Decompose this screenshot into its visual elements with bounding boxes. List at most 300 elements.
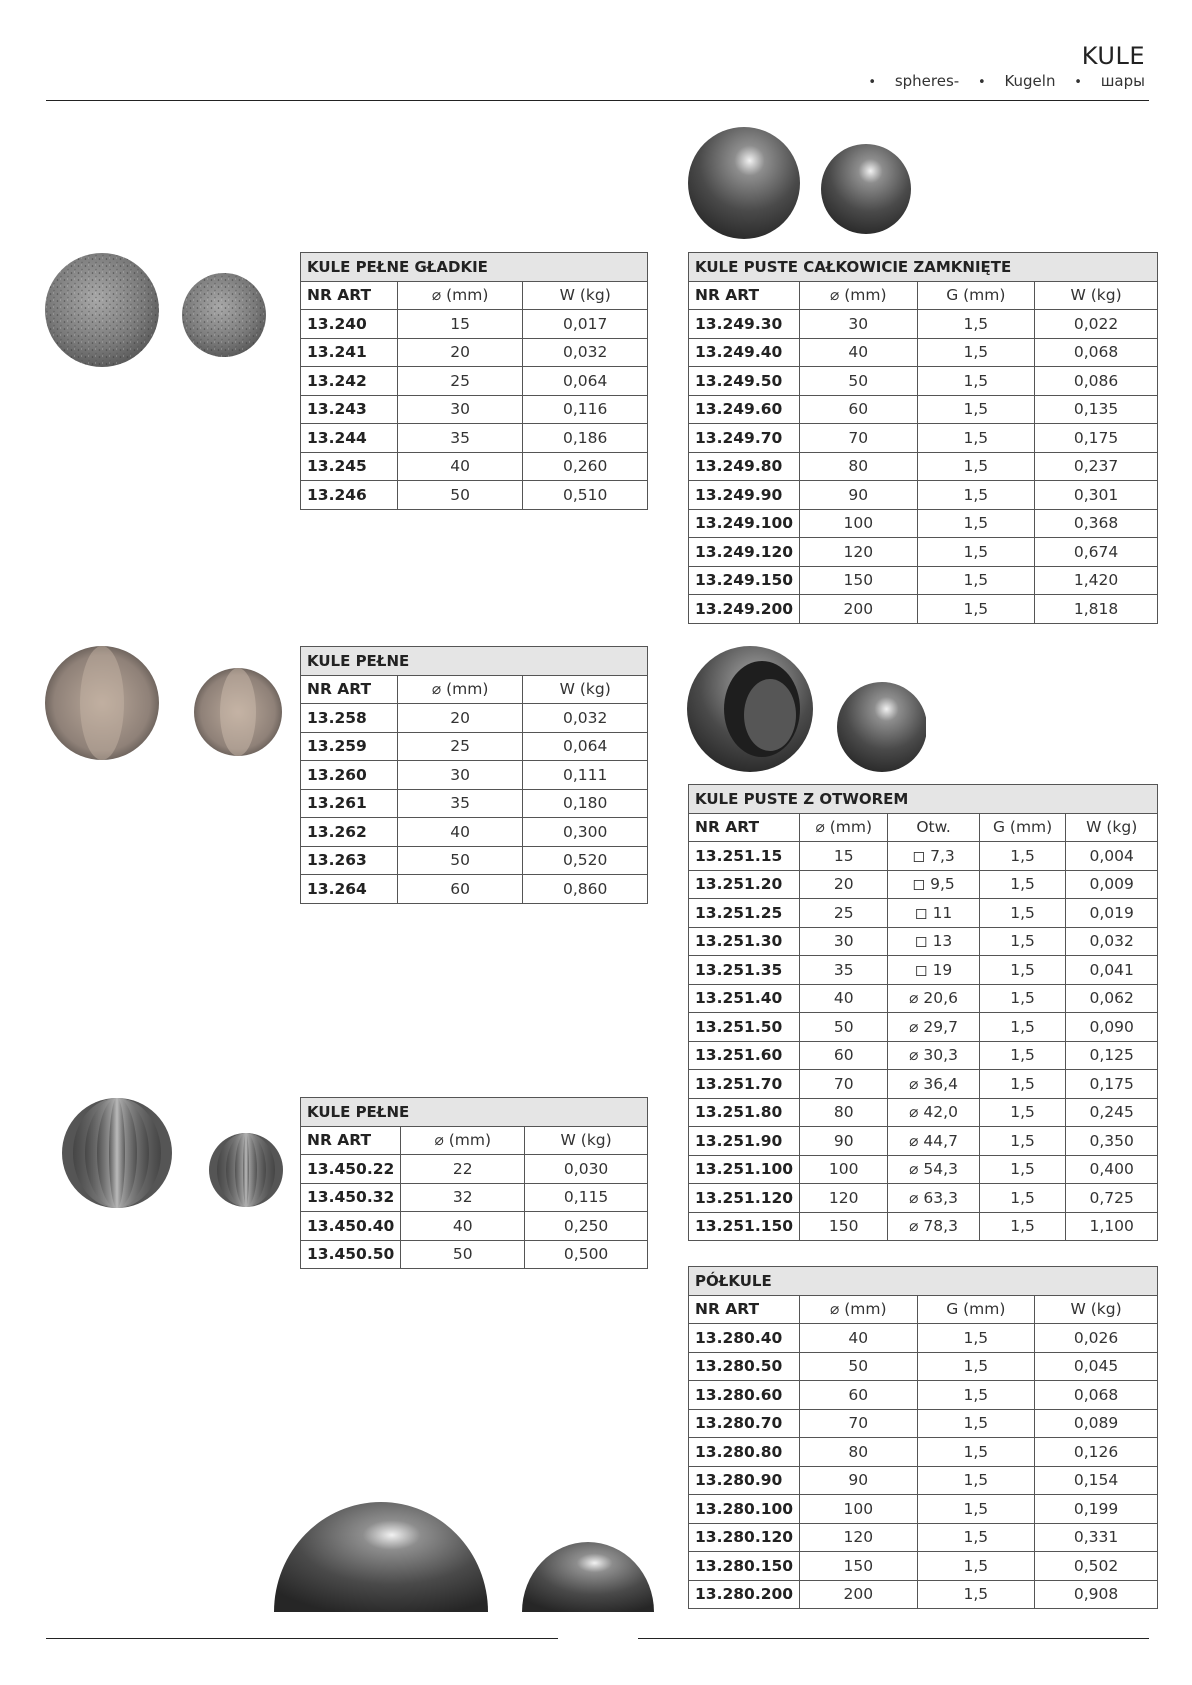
weight-cell: 0,030	[525, 1155, 648, 1184]
hole-cell: ⌀ 29,7	[888, 1013, 979, 1042]
column-header: ⌀ (mm)	[800, 1295, 917, 1324]
translation-de: Kugeln	[1004, 72, 1056, 90]
article-number: 13.249.80	[689, 452, 800, 481]
table-title: PÓŁKULE	[689, 1267, 1158, 1296]
table-title: KULE PUSTE Z OTWOREM	[689, 785, 1158, 814]
weight-cell: 0,115	[525, 1183, 648, 1212]
table-row	[689, 1495, 1158, 1524]
article-number: 13.450.22	[301, 1155, 401, 1184]
weight-cell: 0,090	[1066, 1013, 1158, 1042]
weight-cell: 0,260	[523, 452, 648, 481]
table-row	[301, 338, 648, 367]
weight-cell: 0,032	[523, 704, 648, 733]
weight-cell: 1,420	[1035, 566, 1158, 595]
thickness-cell: 1,5	[979, 1184, 1066, 1213]
column-header: W (kg)	[1035, 281, 1158, 310]
thickness-cell: 1,5	[979, 1155, 1066, 1184]
weight-cell: 0,500	[525, 1240, 648, 1269]
table-row	[689, 1409, 1158, 1438]
diameter-cell: 50	[800, 1013, 888, 1042]
table-title: KULE PUSTE CAŁKOWICIE ZAMKNIĘTE	[689, 253, 1158, 282]
column-header: NR ART	[689, 813, 800, 842]
weight-cell: 0,045	[1035, 1352, 1158, 1381]
article-number: 13.251.35	[689, 956, 800, 985]
hole-cell: ⌀ 44,7	[888, 1127, 979, 1156]
table-row	[301, 395, 648, 424]
diameter-cell: 70	[800, 1409, 917, 1438]
column-header: G (mm)	[917, 1295, 1035, 1324]
translation-en: spheres-	[894, 72, 960, 90]
bullet: •	[1074, 75, 1082, 90]
table-row	[301, 1183, 648, 1212]
hole-cell: ◻ 11	[888, 899, 979, 928]
header-rule	[46, 100, 1149, 101]
table-title: KULE PEŁNE GŁADKIE	[301, 253, 648, 282]
table-row	[689, 956, 1158, 985]
diameter-cell: 60	[800, 1041, 888, 1070]
diameter-cell: 80	[800, 1098, 888, 1127]
article-number: 13.249.40	[689, 338, 800, 367]
diameter-cell: 120	[800, 1184, 888, 1213]
table-row	[301, 875, 648, 904]
table-row	[689, 509, 1158, 538]
table-row	[689, 1155, 1158, 1184]
weight-cell: 1,100	[1066, 1212, 1158, 1241]
table-row	[689, 842, 1158, 871]
table-row	[301, 424, 648, 453]
footer-rule-left	[46, 1638, 558, 1639]
hole-cell: ◻ 7,3	[888, 842, 979, 871]
diameter-cell: 120	[800, 538, 917, 567]
diameter-cell: 90	[800, 1466, 917, 1495]
column-header: ⌀ (mm)	[397, 281, 523, 310]
table-kule-puste-z-otworem	[688, 784, 1158, 1241]
thickness-cell: 1,5	[979, 1013, 1066, 1042]
weight-cell: 0,041	[1066, 956, 1158, 985]
table-polkule	[688, 1266, 1158, 1609]
table-row	[689, 1580, 1158, 1609]
column-header: W (kg)	[1035, 1295, 1158, 1324]
weight-cell: 0,111	[523, 761, 648, 790]
weight-cell: 0,674	[1035, 538, 1158, 567]
weight-cell: 0,017	[523, 310, 648, 339]
hole-cell: ◻ 9,5	[888, 870, 979, 899]
table-title: KULE PEŁNE	[301, 1098, 648, 1127]
hollow-sphere-image	[686, 125, 916, 240]
thickness-cell: 1,5	[979, 870, 1066, 899]
thickness-cell: 1,5	[917, 538, 1035, 567]
diameter-cell: 22	[401, 1155, 525, 1184]
article-number: 13.242	[301, 367, 398, 396]
diameter-cell: 70	[800, 424, 917, 453]
weight-cell: 0,199	[1035, 1495, 1158, 1524]
table-row	[689, 595, 1158, 624]
diameter-cell: 60	[397, 875, 523, 904]
thickness-cell: 1,5	[917, 481, 1035, 510]
diameter-cell: 80	[800, 452, 917, 481]
weight-cell: 0,064	[523, 367, 648, 396]
diameter-cell: 15	[800, 842, 888, 871]
article-number: 13.249.200	[689, 595, 800, 624]
table-row	[689, 481, 1158, 510]
hole-cell: ⌀ 20,6	[888, 984, 979, 1013]
table-row	[689, 984, 1158, 1013]
table-row	[689, 310, 1158, 339]
article-number: 13.251.80	[689, 1098, 800, 1127]
table-row	[301, 1240, 648, 1269]
article-number: 13.280.100	[689, 1495, 800, 1524]
diameter-cell: 200	[800, 1580, 917, 1609]
column-header: NR ART	[301, 1126, 401, 1155]
hole-cell: ◻ 19	[888, 956, 979, 985]
article-number: 13.243	[301, 395, 398, 424]
diameter-cell: 20	[397, 338, 523, 367]
article-number: 13.264	[301, 875, 398, 904]
weight-cell: 0,300	[523, 818, 648, 847]
article-number: 13.249.30	[689, 310, 800, 339]
diameter-cell: 25	[800, 899, 888, 928]
article-number: 13.450.40	[301, 1212, 401, 1241]
diameter-cell: 40	[397, 452, 523, 481]
weight-cell: 0,064	[523, 732, 648, 761]
table-row	[689, 1324, 1158, 1353]
table-row	[689, 1127, 1158, 1156]
table-row	[301, 818, 648, 847]
column-header: Otw.	[888, 813, 979, 842]
weight-cell: 0,125	[1066, 1041, 1158, 1070]
weight-cell: 0,400	[1066, 1155, 1158, 1184]
table-row	[301, 846, 648, 875]
table-row	[301, 481, 648, 510]
diameter-cell: 15	[397, 310, 523, 339]
article-number: 13.251.30	[689, 927, 800, 956]
column-header: ⌀ (mm)	[800, 813, 888, 842]
diameter-cell: 25	[397, 367, 523, 396]
table-kule-pelne-forged	[300, 646, 648, 904]
table-row	[689, 1184, 1158, 1213]
diameter-cell: 90	[800, 1127, 888, 1156]
hole-cell: ⌀ 30,3	[888, 1041, 979, 1070]
column-header: NR ART	[689, 281, 800, 310]
article-number: 13.245	[301, 452, 398, 481]
table-row	[689, 566, 1158, 595]
thickness-cell: 1,5	[979, 1070, 1066, 1099]
article-number: 13.260	[301, 761, 398, 790]
column-header: W (kg)	[523, 281, 648, 310]
weight-cell: 0,019	[1066, 899, 1158, 928]
diameter-cell: 150	[800, 1212, 888, 1241]
column-header: G (mm)	[979, 813, 1066, 842]
table-row	[689, 1098, 1158, 1127]
table-row	[689, 1381, 1158, 1410]
article-number: 13.261	[301, 789, 398, 818]
diameter-cell: 60	[800, 395, 917, 424]
weight-cell: 0,250	[525, 1212, 648, 1241]
thickness-cell: 1,5	[917, 1352, 1035, 1381]
article-number: 13.280.150	[689, 1552, 800, 1581]
thickness-cell: 1,5	[917, 1523, 1035, 1552]
weight-cell: 0,022	[1035, 310, 1158, 339]
diameter-cell: 100	[800, 509, 917, 538]
weight-cell: 0,004	[1066, 842, 1158, 871]
thickness-cell: 1,5	[917, 1466, 1035, 1495]
diameter-cell: 40	[800, 984, 888, 1013]
table-row	[301, 452, 648, 481]
bullet: •	[977, 75, 986, 90]
diameter-cell: 50	[800, 367, 917, 396]
bullet: •	[868, 75, 877, 90]
article-number: 13.240	[301, 310, 398, 339]
ribbed-sphere-image	[62, 1095, 287, 1215]
diameter-cell: 35	[397, 789, 523, 818]
thickness-cell: 1,5	[979, 1041, 1066, 1070]
thickness-cell: 1,5	[917, 452, 1035, 481]
article-number: 13.259	[301, 732, 398, 761]
table-kule-pelne-gladkie	[300, 252, 648, 510]
thickness-cell: 1,5	[917, 1495, 1035, 1524]
table-row	[301, 1212, 648, 1241]
weight-cell: 0,135	[1035, 395, 1158, 424]
weight-cell: 0,089	[1035, 1409, 1158, 1438]
weight-cell: 0,237	[1035, 452, 1158, 481]
thickness-cell: 1,5	[917, 566, 1035, 595]
table-row	[689, 1070, 1158, 1099]
thickness-cell: 1,5	[917, 1438, 1035, 1467]
footer-rule-right	[638, 1638, 1149, 1639]
weight-cell: 1,818	[1035, 595, 1158, 624]
rough-sphere-image	[42, 250, 267, 370]
diameter-cell: 20	[800, 870, 888, 899]
forged-sphere-image	[42, 645, 282, 765]
table-row	[689, 424, 1158, 453]
diameter-cell: 35	[397, 424, 523, 453]
article-number: 13.280.40	[689, 1324, 800, 1353]
article-number: 13.280.80	[689, 1438, 800, 1467]
weight-cell: 0,032	[523, 338, 648, 367]
article-number: 13.251.15	[689, 842, 800, 871]
article-number: 13.258	[301, 704, 398, 733]
weight-cell: 0,331	[1035, 1523, 1158, 1552]
diameter-cell: 60	[800, 1381, 917, 1410]
article-number: 13.251.50	[689, 1013, 800, 1042]
article-number: 13.450.50	[301, 1240, 401, 1269]
article-number: 13.251.100	[689, 1155, 800, 1184]
table-row	[301, 789, 648, 818]
weight-cell: 0,186	[523, 424, 648, 453]
article-number: 13.450.32	[301, 1183, 401, 1212]
diameter-cell: 30	[397, 395, 523, 424]
article-number: 13.249.120	[689, 538, 800, 567]
table-row	[301, 1155, 648, 1184]
column-header: W (kg)	[1066, 813, 1158, 842]
diameter-cell: 150	[800, 566, 917, 595]
weight-cell: 0,175	[1035, 424, 1158, 453]
table-row	[301, 704, 648, 733]
thickness-cell: 1,5	[917, 395, 1035, 424]
diameter-cell: 35	[800, 956, 888, 985]
table-row	[689, 1523, 1158, 1552]
weight-cell: 0,086	[1035, 367, 1158, 396]
table-row	[689, 870, 1158, 899]
table-row	[689, 367, 1158, 396]
thickness-cell: 1,5	[979, 1127, 1066, 1156]
diameter-cell: 120	[800, 1523, 917, 1552]
thickness-cell: 1,5	[979, 956, 1066, 985]
article-number: 13.251.90	[689, 1127, 800, 1156]
diameter-cell: 200	[800, 595, 917, 624]
thickness-cell: 1,5	[917, 1552, 1035, 1581]
weight-cell: 0,032	[1066, 927, 1158, 956]
page-title: KULE	[1081, 42, 1145, 70]
article-number: 13.244	[301, 424, 398, 453]
article-number: 13.249.60	[689, 395, 800, 424]
hole-cell: ⌀ 78,3	[888, 1212, 979, 1241]
hole-cell: ⌀ 42,0	[888, 1098, 979, 1127]
diameter-cell: 30	[800, 927, 888, 956]
translation-ru: шары	[1100, 72, 1145, 90]
column-header: NR ART	[301, 675, 398, 704]
table-row	[689, 1438, 1158, 1467]
diameter-cell: 40	[800, 1324, 917, 1353]
article-number: 13.280.60	[689, 1381, 800, 1410]
thickness-cell: 1,5	[917, 595, 1035, 624]
thickness-cell: 1,5	[917, 509, 1035, 538]
weight-cell: 0,368	[1035, 509, 1158, 538]
weight-cell: 0,154	[1035, 1466, 1158, 1495]
diameter-cell: 32	[401, 1183, 525, 1212]
hole-cell: ⌀ 54,3	[888, 1155, 979, 1184]
article-number: 13.280.90	[689, 1466, 800, 1495]
diameter-cell: 25	[397, 732, 523, 761]
diameter-cell: 50	[401, 1240, 525, 1269]
weight-cell: 0,860	[523, 875, 648, 904]
article-number: 13.251.150	[689, 1212, 800, 1241]
table-row	[689, 452, 1158, 481]
diameter-cell: 100	[800, 1495, 917, 1524]
weight-cell: 0,520	[523, 846, 648, 875]
article-number: 13.263	[301, 846, 398, 875]
thickness-cell: 1,5	[917, 338, 1035, 367]
diameter-cell: 30	[397, 761, 523, 790]
diameter-cell: 40	[397, 818, 523, 847]
table-row	[301, 310, 648, 339]
weight-cell: 0,301	[1035, 481, 1158, 510]
weight-cell: 0,026	[1035, 1324, 1158, 1353]
weight-cell: 0,062	[1066, 984, 1158, 1013]
diameter-cell: 40	[401, 1212, 525, 1241]
weight-cell: 0,175	[1066, 1070, 1158, 1099]
weight-cell: 0,009	[1066, 870, 1158, 899]
diameter-cell: 80	[800, 1438, 917, 1467]
diameter-cell: 70	[800, 1070, 888, 1099]
weight-cell: 0,068	[1035, 1381, 1158, 1410]
weight-cell: 0,725	[1066, 1184, 1158, 1213]
thickness-cell: 1,5	[979, 927, 1066, 956]
table-row	[689, 395, 1158, 424]
thickness-cell: 1,5	[917, 1324, 1035, 1353]
table-title: KULE PEŁNE	[301, 647, 648, 676]
table-row	[689, 899, 1158, 928]
diameter-cell: 30	[800, 310, 917, 339]
thickness-cell: 1,5	[979, 842, 1066, 871]
table-row	[689, 1352, 1158, 1381]
table-row	[301, 761, 648, 790]
diameter-cell: 50	[397, 481, 523, 510]
table-row	[689, 538, 1158, 567]
diameter-cell: 150	[800, 1552, 917, 1581]
article-number: 13.280.120	[689, 1523, 800, 1552]
weight-cell: 0,116	[523, 395, 648, 424]
article-number: 13.249.50	[689, 367, 800, 396]
article-number: 13.251.60	[689, 1041, 800, 1070]
column-header: ⌀ (mm)	[397, 675, 523, 704]
weight-cell: 0,068	[1035, 338, 1158, 367]
hole-cell: ⌀ 36,4	[888, 1070, 979, 1099]
table-kule-puste-zamkniete	[688, 252, 1158, 624]
article-number: 13.280.50	[689, 1352, 800, 1381]
thickness-cell: 1,5	[917, 1381, 1035, 1410]
table-row	[301, 367, 648, 396]
column-header: W (kg)	[525, 1126, 648, 1155]
diameter-cell: 50	[397, 846, 523, 875]
table-kule-pelne-ribbed	[300, 1097, 648, 1269]
diameter-cell: 40	[800, 338, 917, 367]
table-row	[689, 927, 1158, 956]
article-number: 13.241	[301, 338, 398, 367]
hemisphere-image	[272, 1500, 662, 1612]
article-number: 13.262	[301, 818, 398, 847]
weight-cell: 0,510	[523, 481, 648, 510]
weight-cell: 0,502	[1035, 1552, 1158, 1581]
article-number: 13.249.70	[689, 424, 800, 453]
article-number: 13.251.70	[689, 1070, 800, 1099]
article-number: 13.251.25	[689, 899, 800, 928]
article-number: 13.249.100	[689, 509, 800, 538]
article-number: 13.280.70	[689, 1409, 800, 1438]
column-header: W (kg)	[523, 675, 648, 704]
table-row	[689, 338, 1158, 367]
thickness-cell: 1,5	[917, 310, 1035, 339]
table-row	[689, 1466, 1158, 1495]
thickness-cell: 1,5	[917, 1409, 1035, 1438]
article-number: 13.280.200	[689, 1580, 800, 1609]
table-row	[689, 1013, 1158, 1042]
hole-cell: ⌀ 63,3	[888, 1184, 979, 1213]
article-number: 13.246	[301, 481, 398, 510]
page-subtitle	[854, 72, 1145, 90]
article-number: 13.249.90	[689, 481, 800, 510]
thickness-cell: 1,5	[979, 1098, 1066, 1127]
weight-cell: 0,180	[523, 789, 648, 818]
thickness-cell: 1,5	[917, 1580, 1035, 1609]
article-number: 13.251.40	[689, 984, 800, 1013]
thickness-cell: 1,5	[979, 984, 1066, 1013]
thickness-cell: 1,5	[917, 424, 1035, 453]
table-row	[301, 732, 648, 761]
diameter-cell: 20	[397, 704, 523, 733]
column-header: NR ART	[689, 1295, 800, 1324]
column-header: NR ART	[301, 281, 398, 310]
article-number: 13.251.20	[689, 870, 800, 899]
table-row	[689, 1552, 1158, 1581]
weight-cell: 0,126	[1035, 1438, 1158, 1467]
diameter-cell: 100	[800, 1155, 888, 1184]
weight-cell: 0,350	[1066, 1127, 1158, 1156]
thickness-cell: 1,5	[917, 367, 1035, 396]
diameter-cell: 50	[800, 1352, 917, 1381]
weight-cell: 0,245	[1066, 1098, 1158, 1127]
table-row	[689, 1041, 1158, 1070]
